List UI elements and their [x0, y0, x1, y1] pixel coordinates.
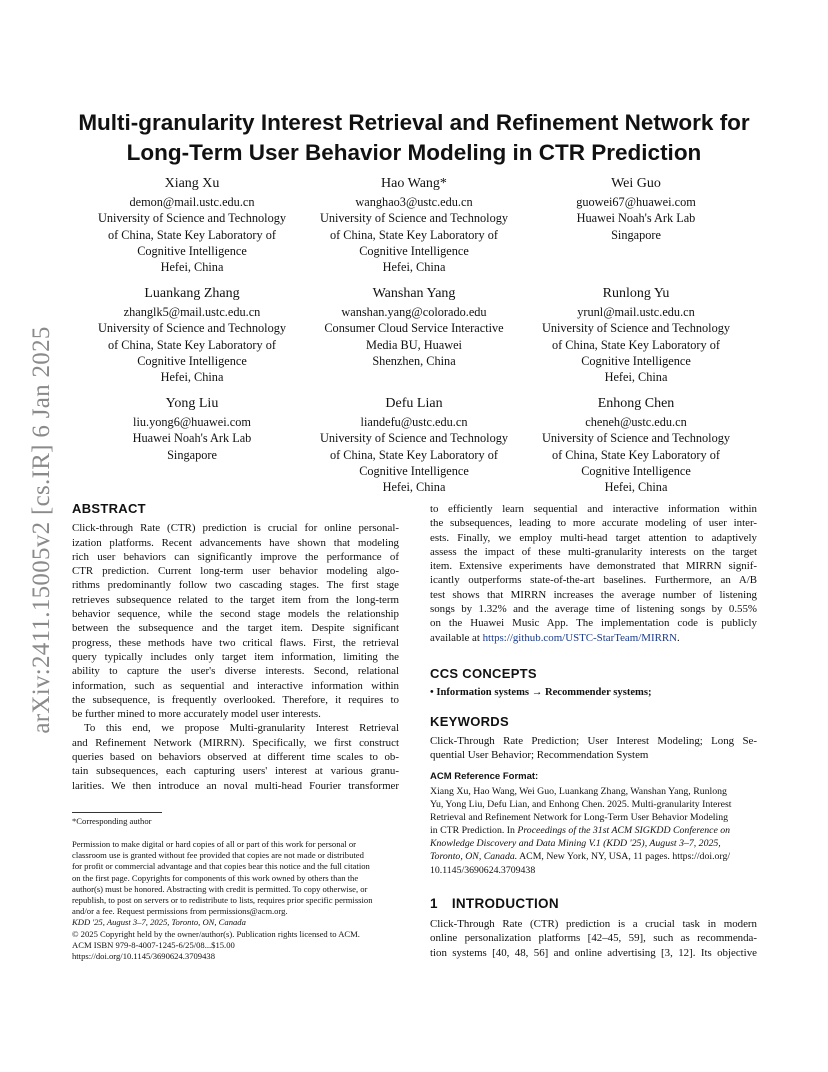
author-8 [299, 395, 529, 495]
title-line-1: Multi-granularity Interest Retrieval and Refinement Network for [78, 110, 750, 135]
author-name: Yong Liu [165, 396, 219, 411]
author-affiliation-line: Consumer Cloud Service Interactive [324, 321, 504, 336]
author-affiliation-line: Shenzhen, China [372, 353, 456, 368]
introduction-text: Click-Through Rate (CTR) prediction is a crucial task in modern online personalization platforms [42–45, 59], such as recommenda- tion systems [40, 48, 56] and online advertising [3, 12]. Its objective [430, 918, 757, 959]
author-affiliation-line: of China, State Key Laboratory of [107, 337, 276, 352]
code-availability-line: available at https://github.com/USTC-StarTeam/MIRRN. [430, 631, 680, 644]
author-affiliation-line: Hefei, China [382, 260, 446, 275]
author-2 [299, 175, 529, 275]
author-email: wanghao3@ustc.edu.cn [355, 195, 473, 209]
author-affiliation-line: University of Science and Technology [319, 431, 509, 446]
author-affiliation-line: Cognitive Intelligence [137, 353, 247, 368]
abstract-section [72, 502, 399, 793]
author-email: cheneh@ustc.edu.cn [585, 415, 687, 429]
author-name: Enhong Chen [597, 396, 675, 411]
conference-line: KDD '25, August 3–7, 2025, Toronto, ON, Canada [72, 917, 246, 928]
author-1 [77, 175, 307, 275]
paper-title [60, 108, 768, 168]
author-3 [521, 175, 751, 243]
author-affiliation-line: Hefei, China [604, 480, 668, 495]
author-affiliation-line: University of Science and Technology [319, 211, 509, 226]
footnote-rule [72, 812, 162, 813]
author-name: Hao Wang* [381, 176, 447, 191]
author-affiliation-line: Singapore [167, 447, 217, 462]
author-name: Defu Lian [385, 396, 443, 411]
abstract-paragraph-2: To this end, we propose Multi-granularity Interest Retrieval and Refinement Network (MIRRN). Specifically, we first construct queries based on behaviors observed at different time scales to ob- tain subsequences, each capturing users' interest at various granu- larities. We then introduce an noval multi-head Fourier transformer [72, 722, 399, 792]
abstract-paragraph-1: Click-through Rate (CTR) prediction is crucial for online personal- ization platforms. Recent advancements have shown that modeling rich user behaviors can significantly improve the performance of CTR prediction. Current long-term user behavior modeling algo- rithms predominantly follow two cascading stages. The first stage retrieves subsequence related to the target item from the long-term behavior sequence, while the second stage models the relationship between the subsequence and the target item. Despite significant progress, these methods have two critical flaws. First, the retrieval query typically includes only target item information, limiting the ability to capture the user's diverse interests. Second, relational information, such as sequential and interactive information within the subsequence, is frequently overlooked. Therefore, it requires to be further mined to more accurately model user interests. [72, 522, 399, 721]
author-email: yrunl@mail.ustc.edu.cn [577, 305, 695, 319]
author-affiliation-line: Cognitive Intelligence [359, 243, 469, 258]
author-affiliation-line: Cognitive Intelligence [581, 463, 691, 478]
author-7 [77, 395, 307, 463]
arxiv-identifier: arXiv:2411.15005v2 [cs.IR] 6 Jan 2025 [28, 326, 55, 734]
author-9 [521, 395, 751, 495]
author-affiliation-line: of China, State Key Laboratory of [551, 447, 720, 462]
author-email: guowei67@huawei.com [576, 195, 696, 209]
author-affiliation-line: of China, State Key Laboratory of [329, 447, 498, 462]
abstract-heading: ABSTRACT [72, 501, 146, 516]
author-affiliation-line: Huawei Noah's Ark Lab [132, 431, 252, 446]
author-affiliation-line: Hefei, China [382, 480, 446, 495]
author-name: Runlong Yu [602, 286, 670, 301]
author-email: liu.yong6@huawei.com [133, 415, 251, 429]
author-affiliation-line: University of Science and Technology [541, 431, 731, 446]
author-email: zhanglk5@mail.ustc.edu.cn [123, 305, 261, 319]
author-email: demon@mail.ustc.edu.cn [129, 195, 255, 209]
keywords-list: Click-Through Rate Prediction; User Interest Modeling; Long Se- quential User Behavior; Recommendation System [430, 735, 757, 762]
author-name: Luankang Zhang [144, 286, 240, 301]
author-affiliation-line: University of Science and Technology [97, 321, 287, 336]
author-affiliation-line: University of Science and Technology [97, 211, 287, 226]
title-line-2: Long-Term User Behavior Modeling in CTR Prediction [126, 140, 702, 165]
author-affiliation-line: Hefei, China [604, 370, 668, 385]
code-link[interactable]: https://github.com/USTC-StarTeam/MIRRN [482, 631, 677, 644]
introduction-heading: 1 INTRODUCTION [430, 896, 559, 911]
permission-notice: Permission to make digital or hard copies of all or part of this work for personal or classroom use is granted without fee provided that copies are not made or distributed for profit or commercial advantage and that copies bear this notice and the full citation on the first page. Copyrights for components of this work owned by others than the author(s) must be honored. Abstracting with credit is permitted. To copy otherwise, or republish, to post on servers or to redistribute to lists, requires prior specific permission and/or a fee. Request permissions from permissions@acm.org. KDD '25, August 3–7, 2025, Toronto, ON, Canada © 2025 Copyright held by the owner/author(s). Publication rights licensed to ACM. ACM ISBN 979-8-4007-1245-6/25/08...$15.00 https://doi.org/10.1145/3690624.3709438 [72, 839, 399, 962]
author-affiliation-line: Cognitive Intelligence [137, 243, 247, 258]
author-affiliation-line: Cognitive Intelligence [581, 353, 691, 368]
author-6 [521, 285, 751, 385]
keywords-heading: KEYWORDS [430, 714, 509, 729]
author-email: wanshan.yang@colorado.edu [341, 305, 487, 319]
ccs-heading: CCS CONCEPTS [430, 666, 537, 681]
author-affiliation-line: of China, State Key Laboratory of [329, 227, 498, 242]
author-affiliation-line: Singapore [611, 227, 661, 242]
abstract-continued: to efficiently learn sequential and interactive information within the subsequences, leading to more accurate modeling of user inter- ests. Finally, we employ multi-head target attention to adaptively assess the impact of these multi-granularity interests on the target item. Extensive experiments have demonstrated that MIRRN signif- icantly outperforms state-of-the-art baselines. Furthermore, an A/B test shows that MIRRN increases the average number of listening songs by 1.32% and the average time of listening songs by 0.55% on the Huawei Music App. The implementation code is publicly available at https://github.com/USTC-StarTeam/MIRRN. [430, 503, 757, 644]
author-affiliation-line: University of Science and Technology [541, 321, 731, 336]
acm-reference-text: Xiang Xu, Hao Wang, Wei Guo, Luankang Zhang, Wanshan Yang, Runlong Yu, Yong Liu, Defu Lian, and Enhong Chen. 2025. Multi-granularity Interest Retrieval and Refinement Network for Long-Term User Behavior Modeling in CTR Prediction. In Proceedings of the 31st ACM SIGKDD Conference on Knowledge Discovery and Data Mining V.1 (KDD '25), August 3–7, 2025, Toronto, ON, Canada. ACM, New York, NY, USA, 11 pages. https://doi.org/ 10.1145/3690624.3709438 [430, 786, 732, 876]
ccs-item: • Information systems → Recommender systems; [430, 687, 652, 698]
author-name: Xiang Xu [164, 176, 220, 191]
author-affiliation-line: Cognitive Intelligence [359, 463, 469, 478]
author-affiliation-line: Media BU, Huawei [366, 337, 462, 352]
author-affiliation-line: of China, State Key Laboratory of [551, 337, 720, 352]
author-affiliation-line: of China, State Key Laboratory of [107, 227, 276, 242]
author-email: liandefu@ustc.edu.cn [360, 415, 468, 429]
author-4 [77, 285, 307, 385]
corresponding-author-note: *Corresponding author [72, 816, 152, 826]
author-affiliation-line: Hefei, China [160, 260, 224, 275]
author-5 [299, 285, 529, 369]
author-affiliation-line: Hefei, China [160, 370, 224, 385]
author-affiliation-line: Huawei Noah's Ark Lab [576, 211, 696, 226]
author-name: Wanshan Yang [372, 286, 456, 301]
acm-reference-heading: ACM Reference Format: [430, 771, 539, 782]
author-name: Wei Guo [611, 176, 661, 191]
